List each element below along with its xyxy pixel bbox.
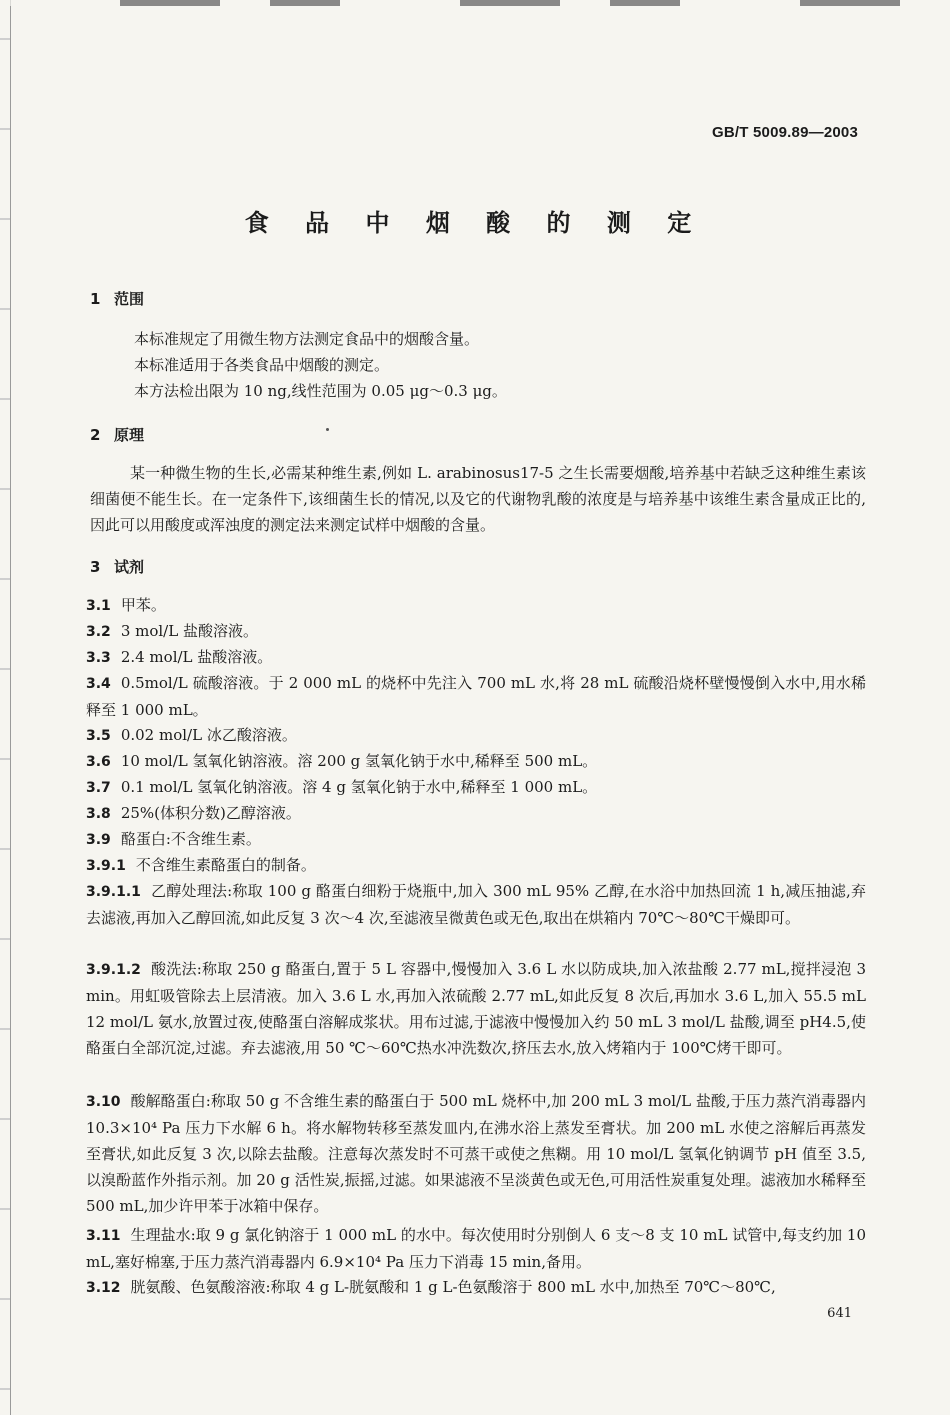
section-number: 3	[90, 558, 101, 576]
section-1-heading	[90, 288, 144, 309]
section-2-paragraph: 某一种微生物的生长,必需某种维生素,例如 L. arabinosus17-5 之生长需要烟酸,培养基中若缺乏这种维生素该细菌便不能生长。在一定条件下,该细菌生长的情况,以及它的代谢物乳酸的浓度是与培养基中该维生素含量成正比的,因此可以用酸度或浑浊度的测定法来测定试样中烟酸的含量。	[90, 464, 866, 534]
section-1-line-2: 本标准适用于各类食品中烟酸的测定。	[134, 356, 390, 374]
item-text: 10 mol/L 氢氧化钠溶液。溶 200 g 氢氧化钠于水中,稀释至 500 mL。	[120, 752, 598, 770]
section-title: 试剂	[114, 558, 145, 576]
page-title: 食 品 中 烟 酸 的 测 定	[244, 209, 706, 237]
item-id: 3.3	[86, 650, 111, 666]
item-text: 0.1 mol/L 氢氧化钠溶液。溶 4 g 氢氧化钠于水中,稀释至 1 000 mL。	[120, 778, 598, 796]
section-number: 1	[90, 290, 101, 308]
section-3-heading	[90, 556, 144, 577]
reagent-item	[86, 852, 866, 879]
item-text: 甲苯。	[120, 596, 166, 614]
item-id: 3.5	[86, 728, 111, 744]
item-id: 3.9	[86, 832, 111, 848]
reagent-item	[86, 774, 866, 801]
reagent-item	[86, 592, 866, 619]
standard-code: GB/T 5009.89—2003	[712, 124, 858, 141]
item-id: 3.9.1.2	[86, 962, 141, 978]
item-id: 3.9.1	[86, 858, 126, 874]
item-text: 生理盐水:取 9 g 氯化钠溶于 1 000 mL 的水中。每次使用时分别倒人 6 支～8 支 10 mL 试管中,每支约加 10 mL,塞好棉塞,于压力蒸汽消毒器内 6.9×10⁴ Pa 压力下消毒 15 min,备用。	[86, 1226, 866, 1271]
item-id: 3.12	[86, 1280, 121, 1296]
reagent-item	[86, 878, 866, 931]
item-id: 3.9.1.1	[86, 884, 141, 900]
section-2-heading	[90, 424, 144, 445]
item-id: 3.11	[86, 1228, 121, 1244]
item-text: 0.02 mol/L 冰乙酸溶液。	[120, 726, 297, 744]
reagent-item	[86, 1088, 866, 1219]
item-id: 3.2	[86, 624, 111, 640]
item-text: 25%(体积分数)乙醇溶液。	[120, 804, 301, 822]
item-text: 乙醇处理法:称取 100 g 酪蛋白细粉于烧瓶中,加入 300 mL 95% 乙醇,在水浴中加热回流 1 h,减压抽滤,弃去滤液,再加入乙醇回流,如此反复 3 次～4 次,至滤液呈微黄色或无色,取出在烘箱内 70℃～80℃干燥即可。	[86, 882, 866, 927]
reagent-item	[86, 722, 866, 749]
reagent-item	[86, 1222, 866, 1275]
item-text: 酪蛋白:不含维生素。	[120, 830, 261, 848]
scan-top-edge	[0, 0, 950, 6]
reagent-item	[86, 956, 866, 1061]
item-text: 酸洗法:称取 250 g 酪蛋白,置于 5 L 容器中,慢慢加入 3.6 L 水以防成块,加入浓盐酸 2.77 mL,搅拌浸泡 3 min。用虹吸管除去上层清液。加入 3.6 L 水,再加入浓硫酸 2.77 mL,如此反复 8 次后,再加水 3.6 L,加入 55.5 mL 12 mol/L 氨水,放置过夜,使酪蛋白溶解成浆状。用布过滤,于滤液中慢慢加入约 50 mL 3 mol/L 盐酸,调至 pH4.5,使酪蛋白全部沉淀,过滤。弃去滤液,用 50 ℃～60℃热水冲洗数次,挤压去水,放入烤箱内于 100℃烤干即可。	[86, 960, 866, 1057]
section-1-line-3: 本方法检出限为 10 ng,线性范围为 0.05 μg～0.3 μg。	[134, 382, 507, 400]
item-id: 3.7	[86, 780, 111, 796]
item-id: 3.4	[86, 676, 111, 692]
reagent-item	[86, 826, 866, 853]
section-number: 2	[90, 426, 101, 444]
reagent-item	[86, 644, 866, 671]
item-text: 胱氨酸、色氨酸溶液:称取 4 g L-胱氨酸和 1 g L-色氨酸溶于 800 mL 水中,加热至 70℃～80℃,	[130, 1278, 776, 1296]
section-title: 原理	[114, 426, 145, 444]
item-id: 3.8	[86, 806, 111, 822]
item-text: 0.5mol/L 硫酸溶液。于 2 000 mL 的烧杯中先注入 700 mL 水,将 28 mL 硫酸沿烧杯壁慢慢倒入水中,用水稀释至 1 000 mL。	[86, 674, 866, 719]
reagent-item	[86, 748, 866, 775]
section-1-line-1: 本标准规定了用微生物方法测定食品中的烟酸含量。	[134, 330, 480, 348]
item-text: 不含维生素酪蛋白的制备。	[135, 856, 316, 874]
reagent-item	[86, 670, 866, 723]
item-text: 2.4 mol/L 盐酸溶液。	[120, 648, 273, 666]
item-text: 3 mol/L 盐酸溶液。	[120, 622, 258, 640]
item-text: 酸解酪蛋白:称取 50 g 不含维生素的酪蛋白于 500 mL 烧杯中,加 200 mL 3 mol/L 盐酸,于压力蒸汽消毒器内 10.3×10⁴ Pa 压力下水解 6 h。将水解物转移至蒸发皿内,在沸水浴上蒸发至膏状。加 200 mL 水使之溶解后再蒸发至膏状,如此反复 3 次,以除去盐酸。注意每次蒸发时不可蒸干或使之焦糊。用 10 mol/L 氢氧化钠调节 pH 值至 3.5,以溴酚蓝作外指示剂。加 20 g 活性炭,振摇,过滤。如果滤液不呈淡黄色或无色,可用活性炭重复处理。滤液加水稀释至 500 mL,加少许甲苯于冰箱中保存。	[86, 1092, 866, 1215]
scan-speck	[326, 428, 329, 431]
reagent-item	[86, 618, 866, 645]
item-id: 3.6	[86, 754, 111, 770]
reagent-item	[86, 1274, 866, 1301]
page-number: 641	[827, 1306, 852, 1321]
item-id: 3.1	[86, 598, 111, 614]
section-title: 范围	[114, 290, 145, 308]
reagent-item	[86, 800, 866, 827]
item-id: 3.10	[86, 1094, 121, 1110]
